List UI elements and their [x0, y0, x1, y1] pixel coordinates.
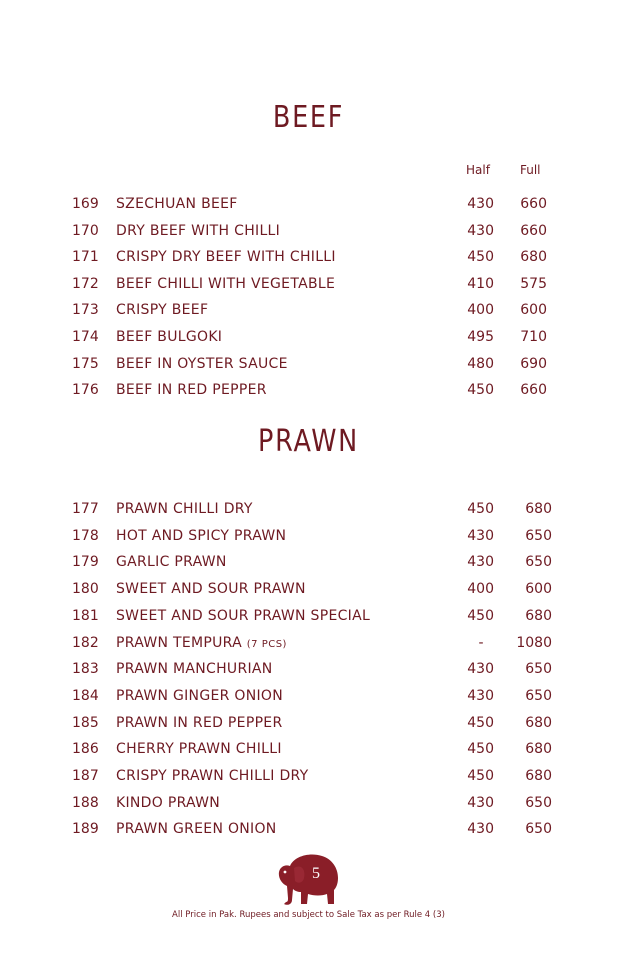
item-name-text: BEEF BULGOKI [116, 329, 223, 345]
item-name [116, 633, 287, 655]
item-number: 176 [72, 382, 99, 399]
item-name [116, 194, 238, 214]
item-name [116, 221, 280, 241]
item-price-half: 450 [467, 501, 494, 517]
item-name [116, 739, 282, 759]
item-number: 189 [72, 821, 99, 838]
item-price-half: 450 [467, 768, 494, 784]
item-price-half: 430 [467, 527, 494, 544]
item-price-half: 450 [467, 382, 494, 399]
item-name [116, 686, 283, 706]
item-name [116, 659, 273, 679]
item-name [116, 300, 208, 320]
item-name-text: HOT AND SPICY PRAWN [116, 527, 287, 544]
item-name [116, 766, 309, 786]
item-name-text: CRISPY DRY BEEF WITH CHILLI [116, 249, 336, 266]
item-price-full: 660 [520, 222, 547, 239]
item-name [116, 499, 253, 519]
menu-item-row [0, 659, 617, 679]
item-name-text: SWEET AND SOUR PRAWN SPECIAL [116, 607, 371, 624]
item-price-half: 450 [467, 714, 494, 731]
item-price-half: 450 [467, 249, 494, 266]
item-name-text: PRAWN GREEN ONION [116, 821, 277, 838]
item-price-half: 430 [467, 687, 494, 704]
menu-item-row [0, 686, 617, 706]
item-price-half: 480 [467, 355, 494, 372]
item-name [116, 327, 222, 347]
item-name [116, 579, 306, 599]
item-name-text: BEEF IN RED PEPPER [116, 382, 267, 399]
menu-item-row [0, 526, 617, 546]
item-name [116, 713, 282, 733]
menu-item-row [0, 739, 617, 759]
item-number: 181 [72, 607, 99, 624]
item-price-half: 495 [467, 329, 494, 345]
column-header-half: Half [466, 163, 490, 177]
item-name-text: PRAWN IN RED PEPPER [116, 714, 283, 731]
item-price-full: 680 [525, 714, 552, 731]
menu-item-row [0, 327, 617, 347]
item-name-text: CRISPY PRAWN CHILLI DRY [116, 768, 309, 784]
item-name [116, 552, 227, 572]
item-price-full: 600 [520, 302, 547, 319]
item-number: 172 [72, 275, 99, 292]
menu-item-row [0, 194, 617, 214]
menu-item-row [0, 713, 617, 733]
item-name-text: CHERRY PRAWN CHILLI [116, 741, 282, 758]
item-name-text: GARLIC PRAWN [116, 554, 227, 571]
footer-note: All Price in Pak. Rupees and subject to Sale Tax as per Rule 4 (3) [172, 910, 445, 920]
item-price-full: 1080 [516, 634, 552, 651]
item-name-text: SZECHUAN BEEF [116, 196, 238, 212]
item-price-half: 430 [467, 554, 494, 571]
item-price-full: 660 [520, 196, 547, 212]
menu-item-row [0, 606, 617, 626]
menu-item-row [0, 766, 617, 786]
item-price-full: 680 [520, 249, 547, 266]
item-name [116, 526, 286, 546]
menu-item-row [0, 633, 617, 653]
item-price-half: 430 [467, 196, 494, 212]
item-price-half: 410 [467, 275, 494, 292]
item-price-half: 450 [467, 741, 494, 758]
menu-item-row [0, 499, 617, 519]
item-number: 180 [72, 581, 99, 598]
item-price-full: 680 [525, 501, 552, 517]
item-price-full: 660 [520, 382, 547, 399]
item-price-full: 690 [520, 355, 547, 372]
item-name-text: SWEET AND SOUR PRAWN [116, 581, 306, 598]
item-number: 178 [72, 527, 99, 544]
item-number: 186 [72, 741, 99, 758]
menu-item-row [0, 793, 617, 813]
item-name [116, 793, 220, 813]
column-header-full: Full [520, 163, 541, 177]
item-number: 183 [72, 661, 99, 678]
item-price-full: 650 [525, 527, 552, 544]
item-name-text: DRY BEEF WITH CHILLI [116, 222, 281, 239]
item-name [116, 819, 277, 839]
item-number: 185 [72, 714, 99, 731]
item-price-half: 400 [467, 581, 494, 598]
menu-item-row [0, 380, 617, 400]
item-price-full: 680 [525, 768, 552, 784]
item-price-half: 430 [467, 794, 494, 811]
menu-item-row [0, 221, 617, 241]
menu-item-row [0, 579, 617, 599]
item-number: 177 [72, 501, 99, 517]
item-price-half: - [478, 634, 484, 651]
item-price-full: 710 [520, 329, 547, 345]
item-price-half: 400 [467, 302, 494, 319]
item-name-text: BEEF IN OYSTER SAUCE [116, 355, 288, 372]
item-name [116, 606, 370, 626]
item-name-text: BEEF CHILLI WITH VEGETABLE [116, 275, 336, 292]
item-number: 184 [72, 687, 99, 704]
item-price-full: 575 [520, 275, 547, 292]
menu-item-row [0, 300, 617, 320]
item-price-full: 650 [525, 687, 552, 704]
elephant-logo-icon [270, 848, 346, 910]
item-price-full: 650 [525, 794, 552, 811]
item-name-text: KINDO PRAWN [116, 794, 221, 811]
item-name [116, 380, 267, 400]
page-number: 5 [312, 865, 320, 882]
item-name-text: PRAWN GINGER ONION [116, 687, 284, 704]
menu-item-row [0, 274, 617, 294]
item-name [116, 247, 336, 267]
item-number: 174 [72, 329, 99, 345]
item-name [116, 274, 335, 294]
menu-item-row [0, 354, 617, 374]
item-price-half: 430 [467, 222, 494, 239]
menu-item-row [0, 247, 617, 267]
item-price-full: 650 [525, 821, 552, 838]
item-number: 169 [72, 196, 99, 212]
item-note: (7 PCS) [246, 638, 287, 650]
item-price-half: 430 [467, 821, 494, 838]
item-name-text: PRAWN TEMPURA [116, 634, 242, 651]
menu-item-row [0, 819, 617, 839]
item-number: 175 [72, 355, 99, 372]
beef-section-title: BEEF [272, 100, 345, 135]
item-number: 187 [72, 768, 99, 784]
menu-item-row [0, 552, 617, 572]
item-price-full: 650 [525, 661, 552, 678]
item-name-text: PRAWN CHILLI DRY [116, 501, 253, 517]
item-number: 170 [72, 222, 99, 239]
item-number: 182 [72, 634, 99, 651]
item-number: 171 [72, 249, 99, 266]
item-number: 173 [72, 302, 99, 319]
prawn-section-title: PRAWN [258, 424, 359, 459]
item-number: 179 [72, 554, 99, 571]
item-price-full: 600 [525, 581, 552, 598]
item-price-half: 430 [467, 661, 494, 678]
item-price-half: 450 [467, 607, 494, 624]
item-name [116, 354, 288, 374]
item-price-full: 680 [525, 741, 552, 758]
item-name-text: CRISPY BEEF [116, 302, 209, 319]
item-price-full: 680 [525, 607, 552, 624]
item-price-full: 650 [525, 554, 552, 571]
item-number: 188 [72, 794, 99, 811]
item-name-text: PRAWN MANCHURIAN [116, 661, 273, 678]
